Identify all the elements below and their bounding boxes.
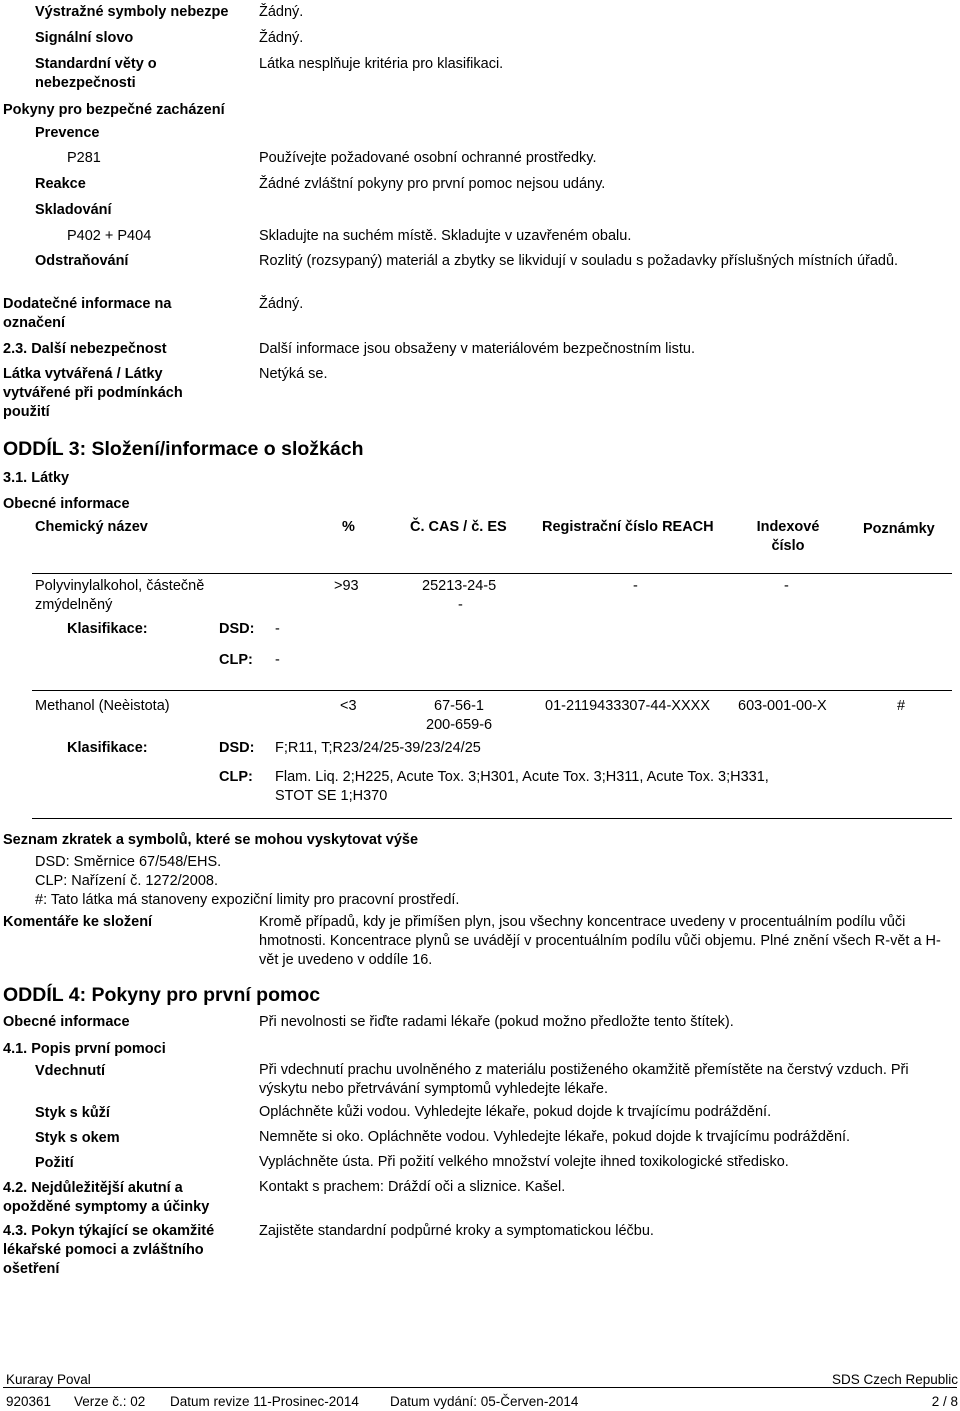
footer-page-number: 2 / 8 (931, 1394, 958, 1409)
substance-1-index: - (784, 578, 789, 594)
ingestion-text: Vypláchněte ústa. Při požití velkého množství volejte ihned toxikologické středisko. (259, 1154, 789, 1170)
additional-label: Dodatečné informace na označení (3, 296, 172, 331)
footer-version: Verze č.: 02 (74, 1394, 146, 1409)
other-hazards-label: 2.3. Další nebezpečnost (3, 341, 167, 357)
prevention-label: Prevence (35, 125, 100, 141)
substance-2-dsd-label: DSD: (219, 740, 255, 756)
first-aid-description-heading: 4.1. Popis první pomoci (3, 1041, 166, 1057)
disposal-label: Odstraňování (35, 253, 129, 269)
substance-1-dsd: - (275, 621, 280, 637)
symptoms-text: Kontakt s prachem: Dráždí oči a sliznice. Kašel. (259, 1179, 566, 1195)
substance-2-index: 603-001-00-X (738, 698, 827, 714)
substance-2-classification-label: Klasifikace: (67, 740, 148, 756)
table-header-divider (32, 573, 952, 574)
substance-2-clp: Flam. Liq. 2;H225, Acute Tox. 3;H301, Acute Tox. 3;H311, Acute Tox. 3;H331, STOT SE 1;H370 (275, 769, 769, 804)
substance-1-name: Polyvinylalkohol, částečně zmýdelněný (35, 578, 205, 613)
section-4-title: ODDÍL 4: Pokyny pro první pomoc (3, 984, 321, 1006)
substances-subheading: 3.1. Látky (3, 470, 70, 486)
additional-value: Žádný. (259, 296, 304, 312)
substance-1-clp-label: CLP: (219, 652, 253, 668)
substance-1-es: - (458, 597, 463, 613)
composition-comments-text: Kromě případů, kdy je přimíšen plyn, jsou všechny koncentrace uvedeny v procentuálním podílu vůči hmotnosti. Koncentrace plynů se uvádějí v procentuálním podílu vůči objemu. Plné znění všech R-vět a H-vět je uvedeno v oddíle 16. (259, 914, 941, 968)
substance-2-dsd: F;R11, T;R23/24/25-39/23/24/25 (275, 740, 481, 756)
p281-code: P281 (67, 150, 101, 166)
substance-1-reach: - (633, 578, 638, 594)
substance-2-reach: 01-2119433307-44-XXXX (545, 698, 710, 714)
storage-label: Skladování (35, 202, 112, 218)
col-reach: Registrační číslo REACH (542, 519, 714, 535)
col-percent: % (342, 519, 355, 535)
skin-contact-label: Styk s kůží (35, 1105, 110, 1121)
precautions-header: Pokyny pro bezpečné zacházení (3, 102, 225, 118)
hazard-statements-value: Látka nesplňuje kritéria pro klasifikaci. (259, 56, 504, 72)
substance-1-dsd-label: DSD: (219, 621, 255, 637)
first-aid-general-label: Obecné informace (3, 1014, 130, 1030)
substance-2-note: # (897, 698, 906, 714)
substance-1-cas: 25213-24-5 (422, 578, 497, 594)
formed-substances-value: Netýká se. (259, 366, 328, 382)
eye-contact-label: Styk s okem (35, 1130, 120, 1146)
col-chemical-name: Chemický název (35, 519, 148, 535)
composition-comments-label: Komentáře ke složení (3, 914, 153, 930)
footer-company: Kuraray Poval (6, 1372, 91, 1387)
col-notes: Poznámky (863, 521, 935, 537)
footer-issue-date: Datum vydání: 05-Červen-2014 (390, 1394, 579, 1409)
footer-region: SDS Czech Republic (831, 1372, 958, 1387)
substance-2-cas: 67-56-1 (434, 698, 484, 714)
col-cas-es: Č. CAS / č. ES (410, 519, 507, 535)
eye-contact-text: Nemněte si oko. Opláchněte vodou. Vyhledejte lékaře, pokud dojde k trvajícímu podráždění. (259, 1129, 851, 1145)
abbreviation-hash: #: Tato látka má stanoveny expoziční limity pro pracovní prostředí. (35, 892, 460, 908)
substance-2-percent: <3 (340, 698, 357, 714)
p402-text: Skladujte na suchém místě. Skladujte v uzavřeném obalu. (259, 228, 632, 244)
inhalation-text: Při vdechnutí prachu uvolněného z materiálu postiženého okamžitě přemístěte na čerstvý vzduch. Při výskytu nebo přetrvávání symptomů vyhledejte lékaře. (259, 1062, 909, 1097)
col-index: Indexové číslo (756, 519, 820, 554)
inhalation-label: Vdechnutí (35, 1063, 106, 1079)
medical-attention-text: Zajistěte standardní podpůrné kroky a symptomatickou léčbu. (259, 1223, 654, 1239)
skin-contact-text: Opláchněte kůži vodou. Vyhledejte lékaře, pokud dojde k trvajícímu podráždění. (259, 1104, 772, 1120)
abbreviations-title: Seznam zkratek a symbolů, které se mohou vyskytovat výše (3, 832, 419, 848)
p402-code: P402 + P404 (67, 228, 152, 244)
medical-attention-heading: 4.3. Pokyn týkající se okamžité lékařské pomoci a zvláštního ošetření (3, 1223, 215, 1277)
abbreviation-dsd: DSD: Směrnice 67/548/EHS. (35, 854, 222, 870)
substance-1-clp: - (275, 652, 280, 668)
disposal-text: Rozlitý (rozsypaný) materiál a zbytky se likvidují v souladu s požadavky příslušných místních úřadů. (259, 253, 899, 269)
substance-2-name: Methanol (Neèistota) (35, 698, 170, 714)
formed-substances-label: Látka vytvářená / Látky vytvářené při podmínkách použití (3, 366, 183, 420)
ingestion-label: Požití (35, 1155, 74, 1171)
signal-word-value: Žádný. (259, 30, 304, 46)
substance-2-clp-label: CLP: (219, 769, 253, 785)
response-label: Reakce (35, 176, 86, 192)
substance-1-percent: >93 (334, 578, 359, 594)
response-text: Žádné zvláštní pokyny pro první pomoc nejsou udány. (259, 176, 606, 192)
footer-doc-number: 920361 (6, 1394, 52, 1409)
p281-text: Používejte požadované osobní ochranné prostředky. (259, 150, 597, 166)
section-3-title: ODDÍL 3: Složení/informace o složkách (3, 438, 364, 460)
table-bottom-divider (32, 818, 952, 819)
symptoms-heading: 4.2. Nejdůležitější akutní a opožděné symptomy a účinky (3, 1180, 210, 1215)
hazard-pictograms-value: Žádný. (259, 4, 304, 20)
first-aid-general-text: Při nevolnosti se řiďte radami lékaře (pokud možno předložte tento štítek). (259, 1014, 734, 1030)
substance-2-es: 200-659-6 (426, 717, 493, 733)
hazard-statements-label: Standardní věty o nebezpečnosti (35, 56, 157, 91)
substance-1-classification-label: Klasifikace: (67, 621, 148, 637)
row-divider (32, 690, 952, 691)
other-hazards-value: Další informace jsou obsaženy v materiálovém bezpečnostním listu. (259, 341, 695, 357)
abbreviation-clp: CLP: Nařízení č. 1272/2008. (35, 873, 218, 889)
footer-divider (3, 1387, 957, 1388)
footer-revision-date: Datum revize 11-Prosinec-2014 (170, 1394, 359, 1409)
signal-word-label: Signální slovo (35, 30, 134, 46)
hazard-pictograms-label: Výstražné symboly nebezpe (35, 4, 229, 20)
general-info-label: Obecné informace (3, 496, 130, 512)
